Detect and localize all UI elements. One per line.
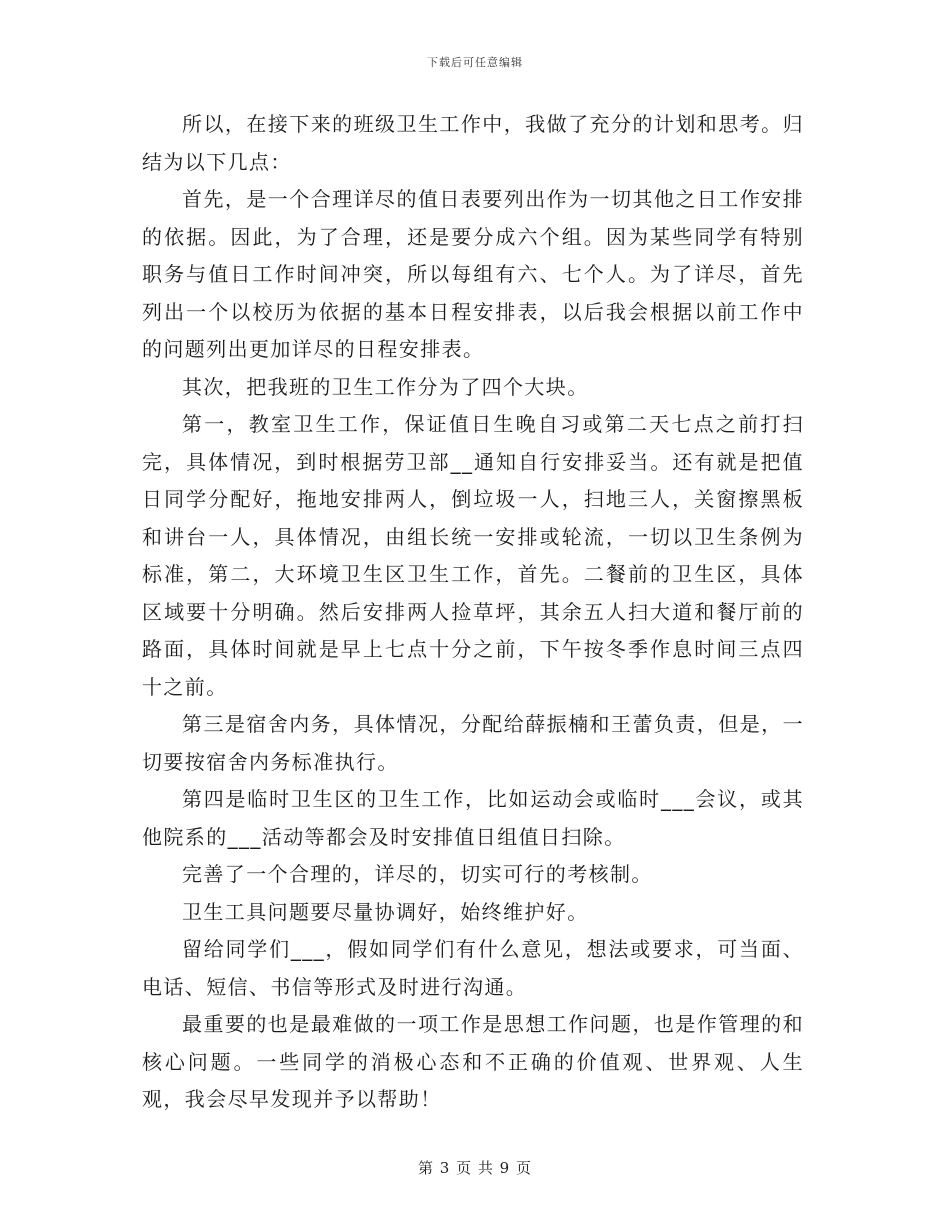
paragraph: 完善了一个合理的，详尽的，切实可行的考核制。 xyxy=(182,862,653,886)
document-body xyxy=(142,106,804,1119)
paragraph: 首先，是一个合理详尽的值日表要列出作为一切其他之日工作安排的依据。因此，为了合理，还是要分成六个组。因为某些同学有特别职务与值日工作时间冲突，所以每组有六、七个人。为了详尽，首先列出一个以校历为依据的基本日程安排表，以后我会根据以前工作中的问题列出更加详尽的日程安排表。 xyxy=(142,187,804,361)
paragraph: 其次，把我班的卫生工作分为了四个大块。 xyxy=(182,374,589,399)
page-number-footer: 第 3 页 共 9 页 xyxy=(418,1159,532,1177)
paragraph: 最重要的也是最难做的一项工作是思想工作问题，也是作管理的和核心问题。一些同学的消极心态和不正确的价值观、世界观、人生观，我会尽早发现并予以帮助！ xyxy=(142,1012,804,1111)
paragraph: 第一，教室卫生工作，保证值日生晚自习或第二天七点之前打扫完，具体情况，到时根据劳卫部__通知自行安排妥当。还有就是把值日同学分配好，拖地安排两人，倒垃圾一人，扫地三人，关窗擦黑板和讲台一人，具体情况，由组长统一安排或轮流，一切以卫生条例为标准，第二，大环境卫生区卫生工作，首先。二餐前的卫生区，具体区域要十分明确。然后安排两人捡草坪，其余五人扫大道和餐厅前的路面，具体时间就是早上七点十分之前，下午按冬季作息时间三点四十之前。 xyxy=(142,412,804,699)
paragraph: 第三是宿舍内务，具体情况，分配给薛振楠和王蕾负责，但是，一切要按宿舍内务标准执行。 xyxy=(142,712,804,774)
paragraph: 留给同学们___，假如同学们有什么意见，想法或要求，可当面、电话、短信、书信等形式及时进行沟通。 xyxy=(142,937,804,999)
paragraph: 所以，在接下来的班级卫生工作中，我做了充分的计划和思考。归结为以下几点： xyxy=(142,112,804,174)
paragraph: 第四是临时卫生区的卫生工作，比如运动会或临时___会议，或其他院系的___活动等都会及时安排值日组值日扫除。 xyxy=(142,787,804,849)
paragraph: 卫生工具问题要尽量协调好，始终维护好。 xyxy=(182,899,589,924)
page-header: 下载后可任意编辑 xyxy=(427,56,523,69)
